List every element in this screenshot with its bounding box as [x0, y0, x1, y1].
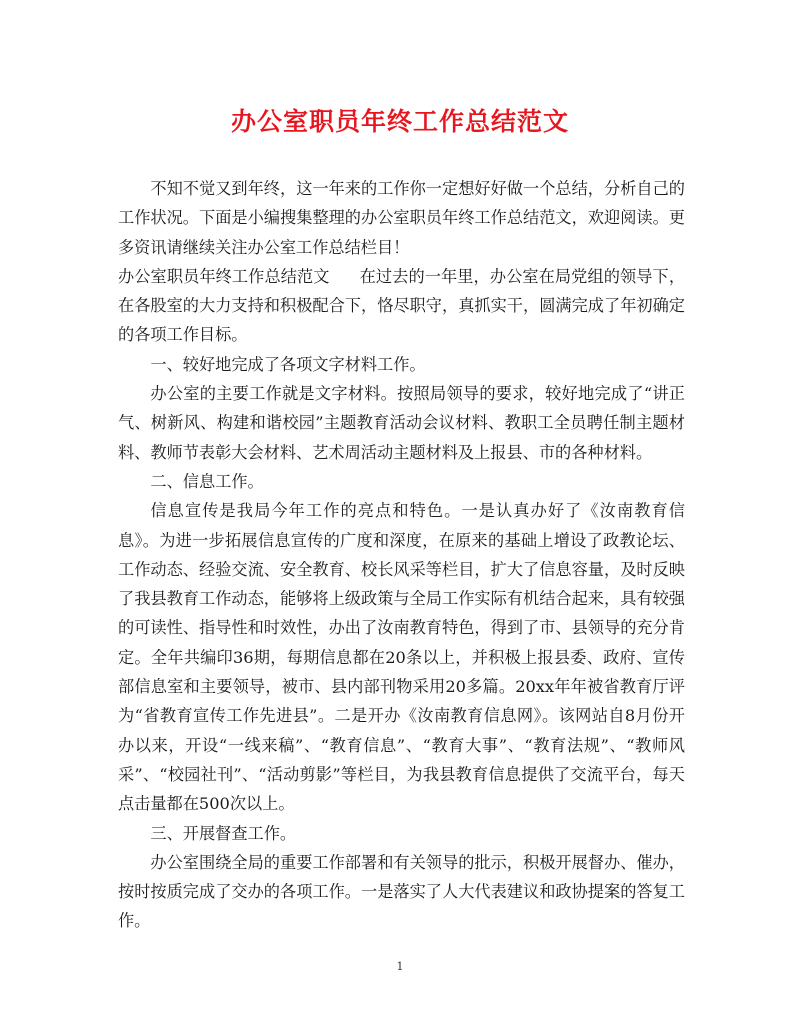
section-2-body: 信息宣传是我局今年工作的亮点和特色。一是认真办好了《汝南教育信息》。为进一步拓展信息宣传的广度和深度，在原来的基础上增设了政教论坛、工作动态、经验交流、安全教育、校长风采等栏目，扩大了信息容量，及时反映了我县教育工作动态，能够将上级政策与全局工作实际有机结合起来，具有较强的可读性、指导性和时效性，办出了汝南教育特色，得到了市、县领导的充分肯定。全年共编印36期，每期信息都在20条以上，并积极上报县委、政府、宣传部信息室和主要领导，被市、县内部刊物采用20多篇。20xx年年被省教育厅评为“省教育宣传工作先进县”。二是开办《汝南教育信息网》。该网站自8月份开办以来，开设“一线来稿”、“教育信息”、“教育大事”、“教育法规”、“教师风采”、“校园社刊”、“活动剪影”等栏目，为我县教育信息提供了交流平台，每天点击量都在500次以上。 — [118, 501, 685, 814]
subtitle-label: 办公室职员年终工作总结范文 — [118, 266, 330, 286]
section-3-heading: 三、开展督查工作。 — [150, 823, 297, 843]
document-title: 办公室职员年终工作总结范文 — [230, 107, 569, 136]
intro-paragraph: 不知不觉又到年终，这一年来的工作你一定想好好做一个总结，分析自己的工作状况。下面是小编搜集整理的办公室职员年终工作总结范文，欢迎阅读。更多资讯请继续关注办公室工作总结栏目！ — [118, 179, 685, 257]
page-number: 1 — [396, 960, 404, 973]
section-2-heading: 二、信息工作。 — [150, 471, 264, 491]
document-body — [118, 174, 685, 936]
opening-text: 在过去的一年里，办公室在局党组的领导下，在各股室的大力支持和积极配合下，恪尽职守，真抓实干，圆满完成了年初确定的各项工作目标。 — [118, 266, 685, 345]
section-1-heading: 一、较好地完成了各项文字材料工作。 — [150, 354, 426, 374]
section-1-body: 办公室的主要工作就是文字材料。按照局领导的要求，较好地完成了“讲正气、树新风、构建和谐校园”主题教育活动会议材料、教职工全员聘任制主题材料、教师节表彰大会材料、艺术周活动主题材料及上报县、市的各种材料。 — [118, 384, 685, 462]
section-3-body: 办公室围绕全局的重要工作部署和有关领导的批示，积极开展督办、催办，按时按质完成了交办的各项工作。一是落实了人大代表建议和政协提案的答复工作。 — [118, 852, 685, 931]
opening-paragraph — [118, 262, 685, 350]
